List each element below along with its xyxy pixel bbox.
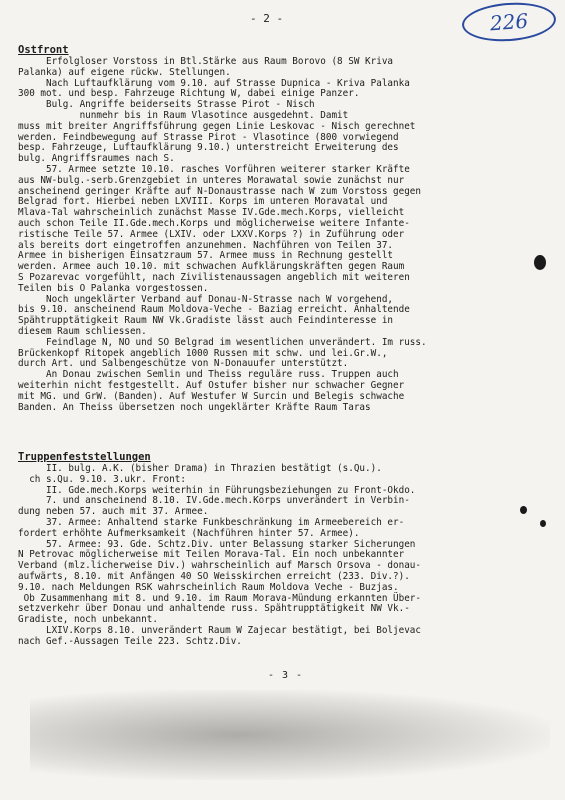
text-line: nunmehr bis in Raum Vlasotince ausgedehnt. Damit <box>18 109 349 121</box>
text-line: Nach Luftaufklärung vom 9.10. auf Strasse Dupnica - Kriva Palanka <box>18 77 410 89</box>
text-line: II. Gde.mech.Korps weiterhin in Führungsbeziehungen zu Front-Okdo. <box>18 484 416 496</box>
text-line: diesem Raum schliessen. <box>18 325 147 337</box>
text-line: 37. Armee: Anhaltend starke Funkbeschränkung im Armeebereich er- <box>18 516 405 528</box>
text-line: Teilen bis O Palanka vorgestossen. <box>18 282 209 294</box>
section-heading-truppenfeststellungen: Truppenfeststellungen <box>18 451 151 463</box>
text-line: durch Art. und Salbengeschütze von N-Donauufer unterstützt. <box>18 358 349 370</box>
text-line: 300 mot. und besp. Fahrzeuge Richtung W, dabei einige Panzer. <box>18 88 360 100</box>
text-line: Verband (mlz.licherweise Div.) wahrscheinlich auf Marsch Orsova - donau- <box>18 560 421 572</box>
text-line: mit MG. und GrW. (Banden). Auf Westufer W Surcin und Belegis schwache <box>18 390 405 402</box>
text-line: N Petrovac möglicherweise mit Teilen Morava-Tal. Ein noch unbekannter <box>18 549 405 561</box>
text-line: 7. und anscheinend 8.10. IV.Gde.mech.Korps unverändert in Verbin- <box>18 495 410 507</box>
text-line: nach Gef.-Aussagen Teile 223. Schtz.Div. <box>18 635 242 647</box>
text-line: LXIV.Korps 8.10. unverändert Raum W Zajecar bestätigt, bei Boljevac <box>18 624 421 636</box>
text-line: II. bulg. A.K. (bisher Drama) in Thrazien bestätigt (s.Qu.). <box>18 463 382 474</box>
text-line: aufwärts, 8.10. mit Anfängen 40 SO Weisskirchen erreicht (233. Div.?). <box>18 570 410 582</box>
archive-stamp-number: 226 <box>461 0 557 44</box>
text-line: werden. Feindbewegung auf Strasse Pirot - Vlasotince (800 vorwiegend <box>18 131 399 143</box>
next-page-marker: - 3 - <box>267 670 304 681</box>
text-line: ristische Teile 57. Armee (LXIV. oder LXXV.Korps ?) in Zuführung oder <box>18 228 405 240</box>
text-line: ch s.Qu. 9.10. 3.ukr. Front: <box>18 473 186 485</box>
text-line: dung neben 57. auch mit 37. Armee. <box>18 506 209 518</box>
text-line: Ob Zusammenhang mit 8. und 9.10. im Raum Morava-Mündung erkannten Über- <box>18 592 421 604</box>
ink-blot <box>520 506 527 514</box>
text-line: setzverkehr über Donau und anhaltende russ. Spähtrupptätigkeit NW Vk.- <box>18 603 410 615</box>
text-line: bulg. Angriffsraumes nach S. <box>18 153 175 165</box>
text-line: besp. Fahrzeuge, Luftaufklärung 9.10.) unterstreicht Erweiterung des <box>18 142 399 154</box>
section-body-ostfront <box>18 57 553 413</box>
section-heading-ostfront: Ostfront <box>18 44 69 56</box>
text-line: 57. Armee: 93. Gde. Schtz.Div. unter Belassung starker Sicherungen <box>18 538 416 550</box>
text-line: Noch ungeklärter Verband auf Donau-N-Strasse nach W vorgehend, <box>18 293 394 305</box>
text-line: S Pozarevac vorgefühlt, nach Zivilistenaussagen angeblich mit weiteren <box>18 271 410 283</box>
text-line: anscheinend geringer Kräfte auf N-Donaustrasse nach W zum Vorstoss gegen <box>18 185 421 197</box>
text-line: 57. Armee setzte 10.10. rasches Vorführen weiterer starker Kräfte <box>18 163 410 175</box>
text-line: Palanka) auf eigene rückw. Stellungen. <box>18 66 231 78</box>
section-body-truppenfeststellungen <box>18 464 553 648</box>
text-line: An Donau zwischen Semlin und Theiss reguläre russ. Truppen auch <box>18 369 399 381</box>
text-line: Erfolgloser Vorstoss in Btl.Stärke aus Raum Borovo (8 SW Kriva <box>18 56 394 67</box>
text-line: 9.10. nach Meldungen RSK wahrscheinlich Raum Moldova Veche - Buzjas. <box>18 581 399 593</box>
ink-blot <box>534 255 546 270</box>
text-line: Gradiste, noch unbekannt. <box>18 614 158 626</box>
text-line: werden. Armee auch 10.10. mit schwachen Aufklärungskräften gegen Raum <box>18 261 405 273</box>
text-line: Brückenkopf Ritopek angeblich 1000 Russen mit schw. und lei.Gr.W., <box>18 347 388 359</box>
page-number: - 2 - <box>250 12 284 25</box>
text-line: auch schon Teile II.Gde.mech.Korps und möglicherweise weitere Infante- <box>18 217 410 229</box>
text-line: Feindlage N, NO und SO Belgrad im wesentlichen unverändert. Im russ. <box>18 336 427 348</box>
ink-blot <box>540 520 546 527</box>
scan-smudge <box>30 690 550 780</box>
text-line: Bulg. Angriffe beiderseits Strasse Pirot - Nisch <box>18 99 315 111</box>
text-line: Spähtrupptätigkeit Raum NW Vk.Gradiste lässt auch Feindinteresse in <box>18 315 394 327</box>
text-line: Belgrad fort. Hierbei neben LXVIII. Korps im unteren Moravatal und <box>18 196 388 208</box>
text-line: weiterhin nicht festgestellt. Auf Ostufer bisher nur schwacher Gegner <box>18 379 405 391</box>
text-line: aus NW-bulg.-serb.Grenzgebiet in unteres Morawatal sowie zunächst nur <box>18 174 405 186</box>
text-line: muss mit breiter Angriffsführung gegen Linie Leskovac - Nisch gerechnet <box>18 120 416 132</box>
text-line: als bereits dort eingetroffen anzunehmen. Nachführen von Teilen 37. <box>18 239 394 251</box>
text-line: Mlava-Tal wahrscheinlich zunächst Masse IV.Gde.mech.Korps, vielleicht <box>18 207 405 219</box>
text-line: Banden. An Theiss übersetzen noch ungeklärter Kräfte Raum Taras <box>18 401 371 413</box>
text-line: bis 9.10. anscheinend Raum Moldova-Veche - Baziag erreicht. Anhaltende <box>18 304 410 316</box>
text-line: Armee in bisherigen Einsatzraum 57. Armee muss in Rechnung gestellt <box>18 250 394 262</box>
text-line: fordert erhöhte Aufmerksamkeit (Nachführen hinter 57. Armee). <box>18 527 360 539</box>
